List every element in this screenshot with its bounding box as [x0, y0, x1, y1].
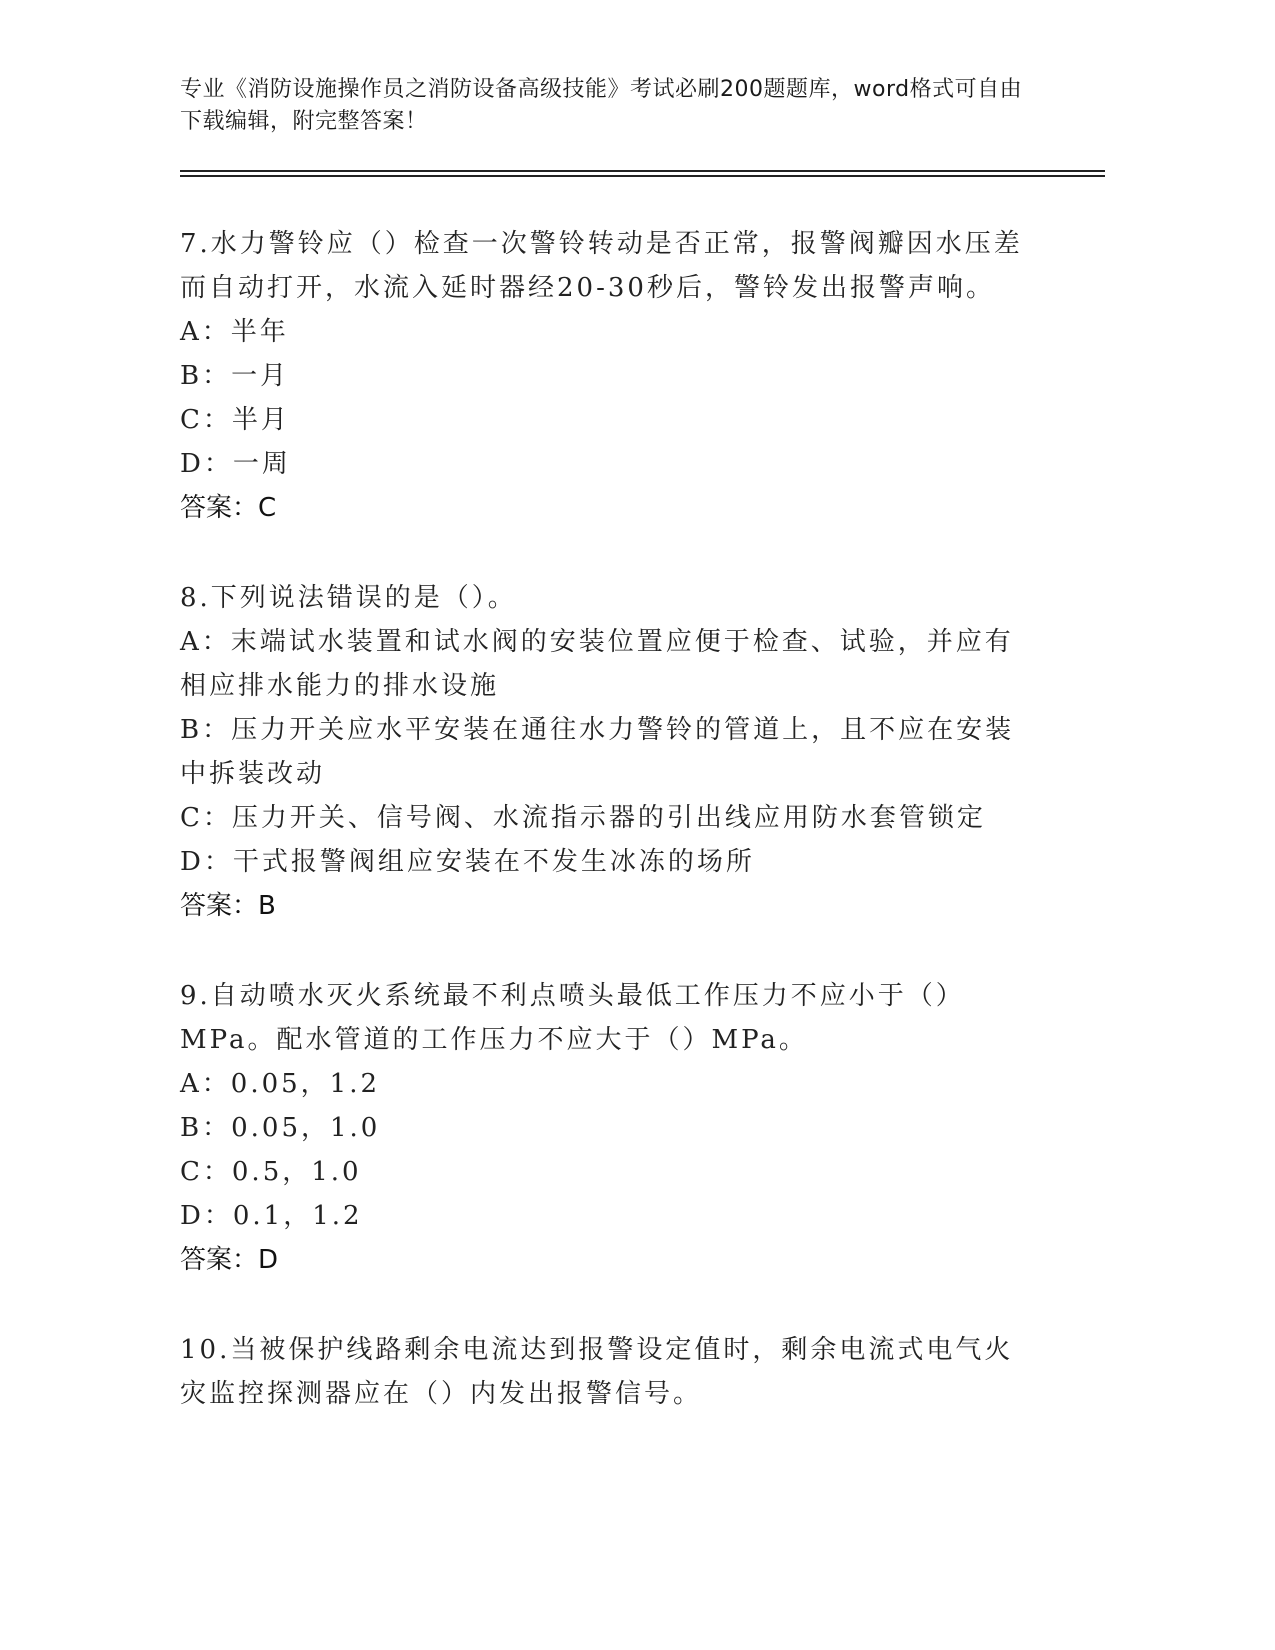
- question-10: [180, 1328, 1040, 1416]
- question-8: [180, 576, 1040, 928]
- question-text: 7.水力警铃应（）检查一次警铃转动是否正常，报警阀瓣因水压差而自动打开，水流入延时器经20-30秒后，警铃发出报警声响。: [180, 229, 1023, 303]
- option-d: D：干式报警阀组应安装在不发生冰冻的场所: [180, 847, 755, 877]
- option-c: C：半月: [180, 405, 290, 435]
- header-divider-line-secondary: [180, 175, 1105, 177]
- option-a: A：末端试水装置和试水阀的安装位置应便于检查、试验，并应有相应排水能力的排水设施: [180, 627, 1014, 701]
- question-text: 9.自动喷水灭火系统最不利点喷头最低工作压力不应小于（）MPa。配水管道的工作压力不应大于（）MPa。: [180, 981, 965, 1055]
- option-a: A：0.05，1.2: [180, 1069, 381, 1099]
- question-9: [180, 974, 1040, 1282]
- option-d: D：一周: [180, 449, 291, 479]
- option-d: D：0.1，1.2: [180, 1201, 363, 1231]
- option-c: C：0.5，1.0: [180, 1157, 362, 1187]
- document-header: 专业《消防设施操作员之消防设备高级技能》考试必刷200题题库，word格式可自由下载编辑，附完整答案！: [180, 77, 1023, 134]
- answer-label: 答案：C: [180, 493, 277, 523]
- answer-label: 答案：B: [180, 891, 276, 921]
- question-7: [180, 222, 1040, 530]
- option-c: C：压力开关、信号阀、水流指示器的引出线应用防水套管锁定: [180, 803, 986, 833]
- question-text: 8.下列说法错误的是（）。: [180, 583, 517, 613]
- option-b: B：0.05，1.0: [180, 1113, 381, 1143]
- header-divider-line: [180, 170, 1105, 172]
- answer-label: 答案：D: [180, 1245, 279, 1275]
- option-b: B：压力开关应水平安装在通往水力警铃的管道上，且不应在安装中拆装改动: [180, 715, 1015, 789]
- option-b: B：一月: [180, 361, 290, 391]
- question-text: 10.当被保护线路剩余电流达到报警设定值时，剩余电流式电气火灾监控探测器应在（）内发出报警信号。: [180, 1335, 1014, 1409]
- question-list: [180, 222, 1040, 1462]
- option-a: A：半年: [180, 317, 289, 347]
